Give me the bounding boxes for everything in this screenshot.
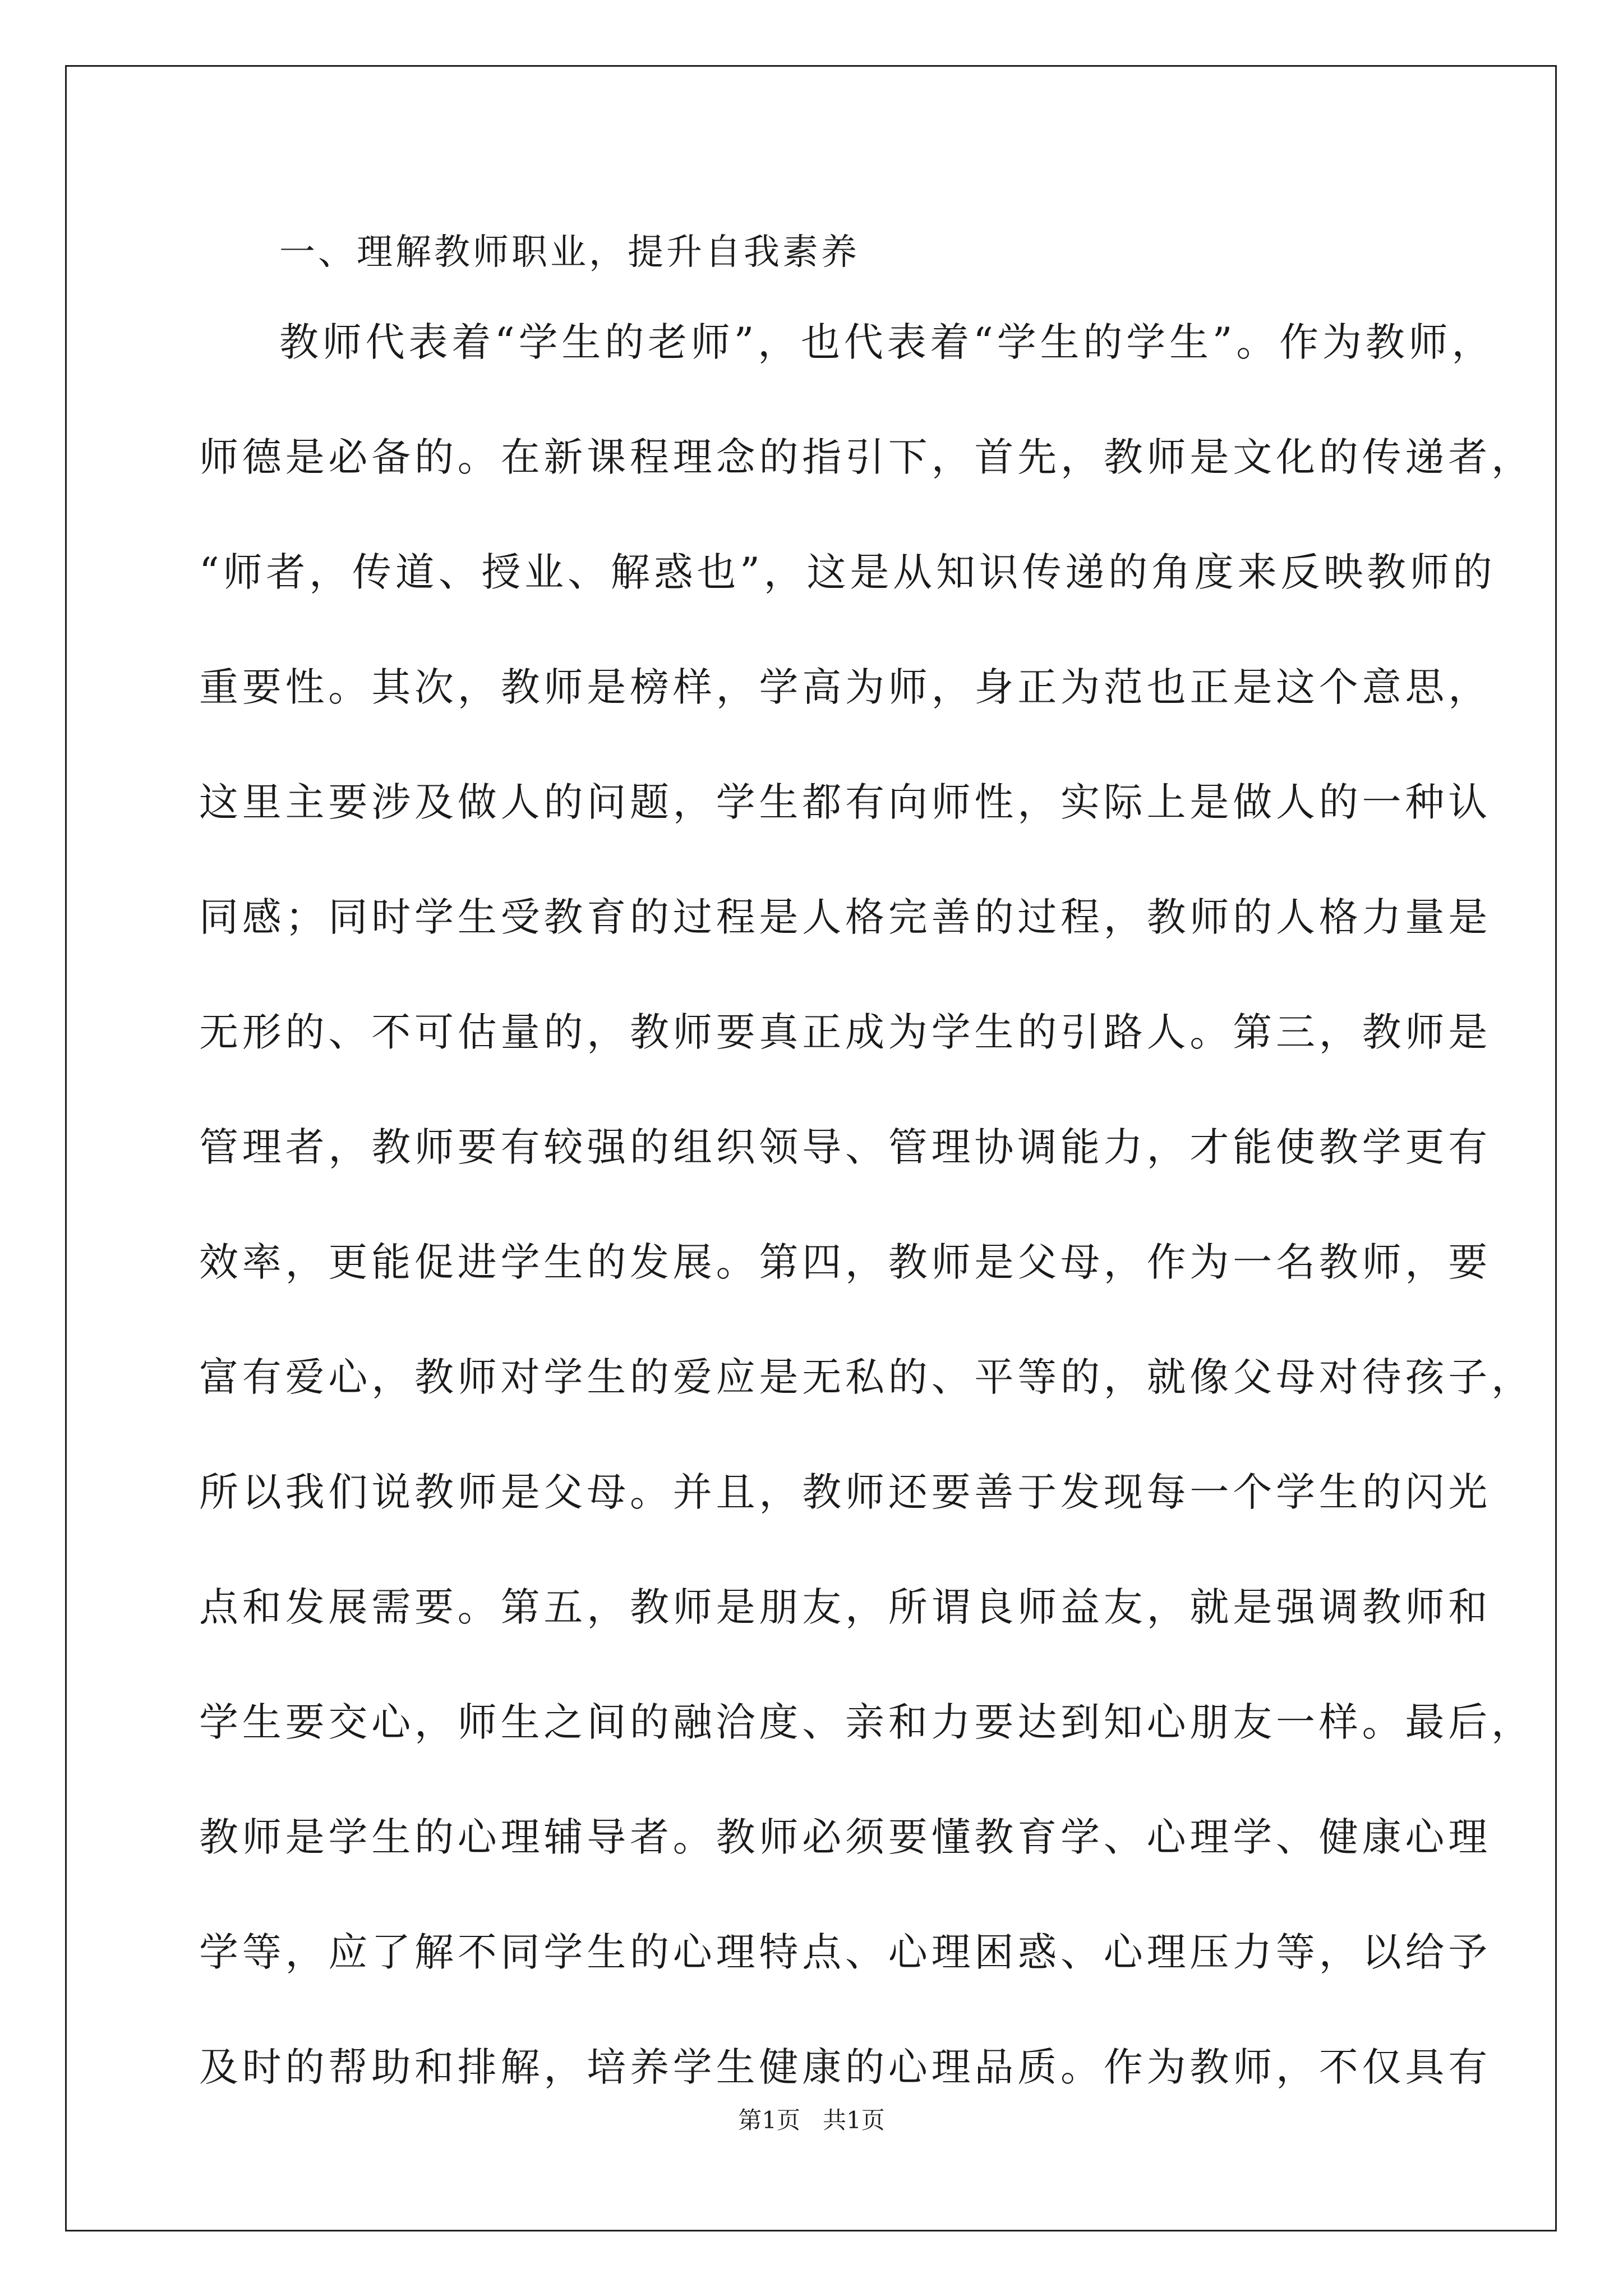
paragraph-line: 点和发展需要。第五，教师是朋友，所谓良师益友，就是强调教师和 [199, 1584, 1491, 1630]
paragraph-line: 这里主要涉及做人的问题，学生都有向师性，实际上是做人的一种认 [199, 779, 1491, 825]
paragraph-line: 无形的、不可估量的，教师要真正成为学生的引路人。第三，教师是 [199, 1009, 1491, 1055]
page-number: 第1页 [738, 2106, 800, 2134]
paragraph-line: 学生要交心，师生之间的融洽度、亲和力要达到知心朋友一样。最后， [199, 1699, 1534, 1745]
page-total: 共1页 [823, 2106, 885, 2134]
paragraph-line: 重要性。其次，教师是榜样，学高为师，身正为范也正是这个意思， [199, 664, 1491, 710]
page-footer [0, 2104, 1623, 2137]
paragraph-line: “师者，传道、授业、解惑也”，这是从知识传递的角度来反映教师的 [199, 549, 1496, 595]
paragraph-line: 教师代表着“学生的老师”，也代表着“学生的学生”。作为教师， [279, 319, 1495, 365]
section-heading: 一、理解教师职业，提升自我素养 [279, 232, 860, 273]
paragraph-line: 学等，应了解不同学生的心理特点、心理困惑、心理压力等，以给予 [199, 1929, 1491, 1975]
paragraph-line: 效率，更能促进学生的发展。第四，教师是父母，作为一名教师，要 [199, 1239, 1491, 1285]
paragraph-line: 富有爱心，教师对学生的爱应是无私的、平等的，就像父母对待孩子， [199, 1354, 1534, 1400]
paragraph-line: 及时的帮助和排解，培养学生健康的心理品质。作为教师，不仅具有 [199, 2044, 1491, 2090]
paragraph-line: 师德是必备的。在新课程理念的指引下，首先，教师是文化的传递者， [199, 434, 1534, 480]
paragraph-line: 所以我们说教师是父母。并且，教师还要善于发现每一个学生的闪光 [199, 1469, 1491, 1515]
paragraph-line: 同感；同时学生受教育的过程是人格完善的过程，教师的人格力量是 [199, 894, 1491, 940]
paragraph-line: 教师是学生的心理辅导者。教师必须要懂教育学、心理学、健康心理 [199, 1814, 1491, 1860]
paragraph-line: 管理者，教师要有较强的组织领导、管理协调能力，才能使教学更有 [199, 1124, 1491, 1170]
